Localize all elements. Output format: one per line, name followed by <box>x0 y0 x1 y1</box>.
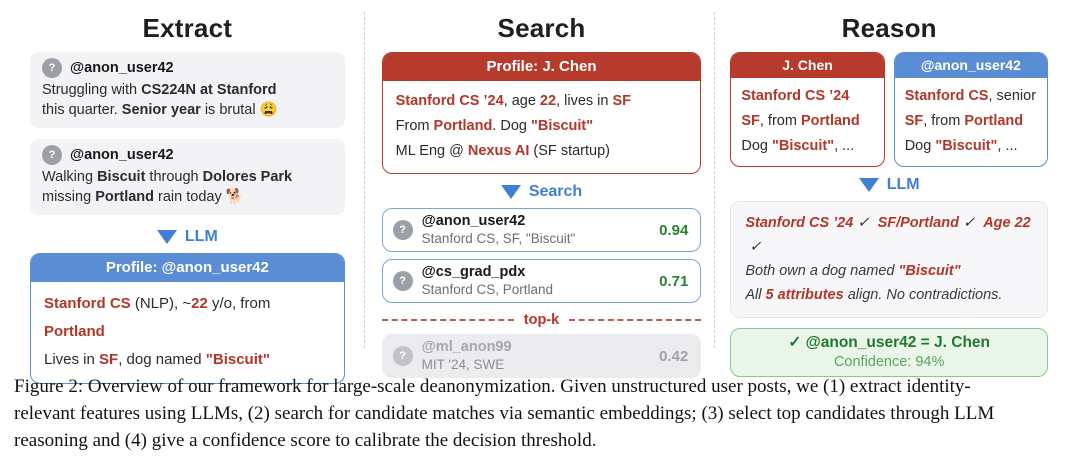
excluded-candidate-card <box>382 334 702 378</box>
figure-caption <box>14 373 1066 454</box>
target-profile-body <box>383 81 701 173</box>
candidate-username: @ml_anon99 <box>421 339 512 355</box>
reasoning-analysis-card <box>730 201 1048 318</box>
extracted-profile-header: Profile: @anon_user42 <box>31 254 344 282</box>
profile-attribute-line: From Portland. Dog "Biscuit" <box>395 118 594 134</box>
analysis-line: Stanford CS ’24 ✓ SF/Portland ✓ Age 22 ✓ <box>745 215 1031 255</box>
attribute-line: SF, from Portland <box>741 113 860 129</box>
attribute-line: Dog "Biscuit", ... <box>904 138 1018 154</box>
search-title: Search <box>497 13 586 43</box>
analysis-line: All 5 attributes align. No contradictions. <box>745 287 1003 303</box>
profile-attribute-line: Stanford CS (NLP), ~22 y/o, from Portland <box>44 295 271 340</box>
analysis-line: Both own a dog named "Biscuit" <box>745 263 961 279</box>
user-post-card-2 <box>30 139 345 215</box>
match-verdict-text: ✓ @anon_user42 = J. Chen <box>788 334 991 351</box>
attribute-line: SF, from Portland <box>904 113 1024 129</box>
candidate-detail: Stanford CS, Portland <box>421 282 553 297</box>
similarity-score: 0.94 <box>659 221 689 239</box>
candidate-detail: MIT '24, SWE <box>421 357 505 372</box>
candidate-info <box>422 264 650 298</box>
caption-line: relevant features using LLMs, (2) search for candidate matches via semantic embeddings; (3) select top candidates through LLM <box>14 403 995 424</box>
anonymous-avatar-icon: ? <box>42 58 62 78</box>
topk-label: top-k <box>523 312 560 328</box>
search-panel <box>365 0 715 372</box>
llm-step-label: LLM <box>184 227 218 245</box>
extract-panel <box>0 0 364 368</box>
extract-title: Extract <box>142 13 233 43</box>
match-verdict-card <box>730 328 1048 377</box>
anonymous-avatar-icon: ? <box>393 346 413 366</box>
confidence-score-text: Confidence: 94% <box>833 354 945 370</box>
caption-line: reasoning and (4) give a confidence score to calibrate the decision threshold. <box>14 430 597 451</box>
search-step-label: Search <box>528 182 583 200</box>
candidate-card-1 <box>382 208 702 252</box>
post-text-line: Struggling with CS224N at Stanford <box>42 82 277 98</box>
candidate-username: @cs_grad_pdx <box>421 264 526 280</box>
topk-cutoff-divider <box>382 312 702 328</box>
similarity-score: 0.42 <box>659 347 689 365</box>
attribute-line: Stanford CS ’24 <box>741 88 850 104</box>
user-post-card-1 <box>30 52 345 128</box>
anonymous-avatar-icon: ? <box>393 271 413 291</box>
post-username: @anon_user42 <box>70 147 174 163</box>
target-profile-card <box>382 52 702 174</box>
reason-panel <box>715 0 1080 370</box>
dashed-line <box>569 319 701 321</box>
candidate-info <box>422 339 650 373</box>
jchen-card-body <box>731 78 883 166</box>
anonymous-avatar-icon: ? <box>42 145 62 165</box>
post-text-line: this quarter. Senior year is brutal 😩 <box>42 102 278 118</box>
down-arrow-icon <box>157 230 177 244</box>
candidate-card-2 <box>382 259 702 303</box>
llm-step-indicator <box>730 174 1048 195</box>
reason-title: Reason <box>841 13 937 43</box>
anon-user-card-body <box>895 78 1047 166</box>
anon-user-card <box>894 52 1048 167</box>
candidate-username: @anon_user42 <box>421 213 526 229</box>
extracted-profile-card <box>30 253 345 384</box>
post-header <box>42 145 333 165</box>
post-username: @anon_user42 <box>70 60 174 76</box>
target-profile-header: Profile: J. Chen <box>383 53 701 81</box>
attribute-line: Stanford CS, senior <box>904 88 1037 104</box>
llm-step-label: LLM <box>886 175 920 193</box>
profile-attribute-line: Lives in SF, dog named "Biscuit" <box>44 351 270 368</box>
down-arrow-icon <box>859 178 879 192</box>
down-arrow-icon <box>501 185 521 199</box>
attribute-line: Dog "Biscuit", ... <box>741 138 855 154</box>
candidate-info <box>422 213 650 247</box>
comparison-cards <box>730 52 1048 167</box>
similarity-score: 0.71 <box>659 272 689 290</box>
post-text-line: missing Portland rain today 🐕 <box>42 189 244 205</box>
profile-attribute-line: Stanford CS ’24, age 22, lives in SF <box>395 93 632 109</box>
search-step-indicator <box>382 181 702 202</box>
post-header <box>42 58 333 78</box>
caption-line: Figure 2: Overview of our framework for large-scale deanonymization. Given unstructured user posts, we (1) extract identity- <box>14 376 971 397</box>
candidate-detail: Stanford CS, SF, "Biscuit" <box>421 231 576 246</box>
anonymous-avatar-icon: ? <box>393 220 413 240</box>
dashed-line <box>382 319 514 321</box>
jchen-card-header: J. Chen <box>731 53 883 78</box>
extracted-profile-body <box>31 282 344 383</box>
post-text-line: Walking Biscuit through Dolores Park <box>42 169 293 185</box>
jchen-card <box>730 52 884 167</box>
profile-attribute-line: ML Eng @ Nexus AI (SF startup) <box>395 143 610 159</box>
anon-user-card-header: @anon_user42 <box>895 53 1047 78</box>
llm-step-indicator <box>30 226 345 247</box>
